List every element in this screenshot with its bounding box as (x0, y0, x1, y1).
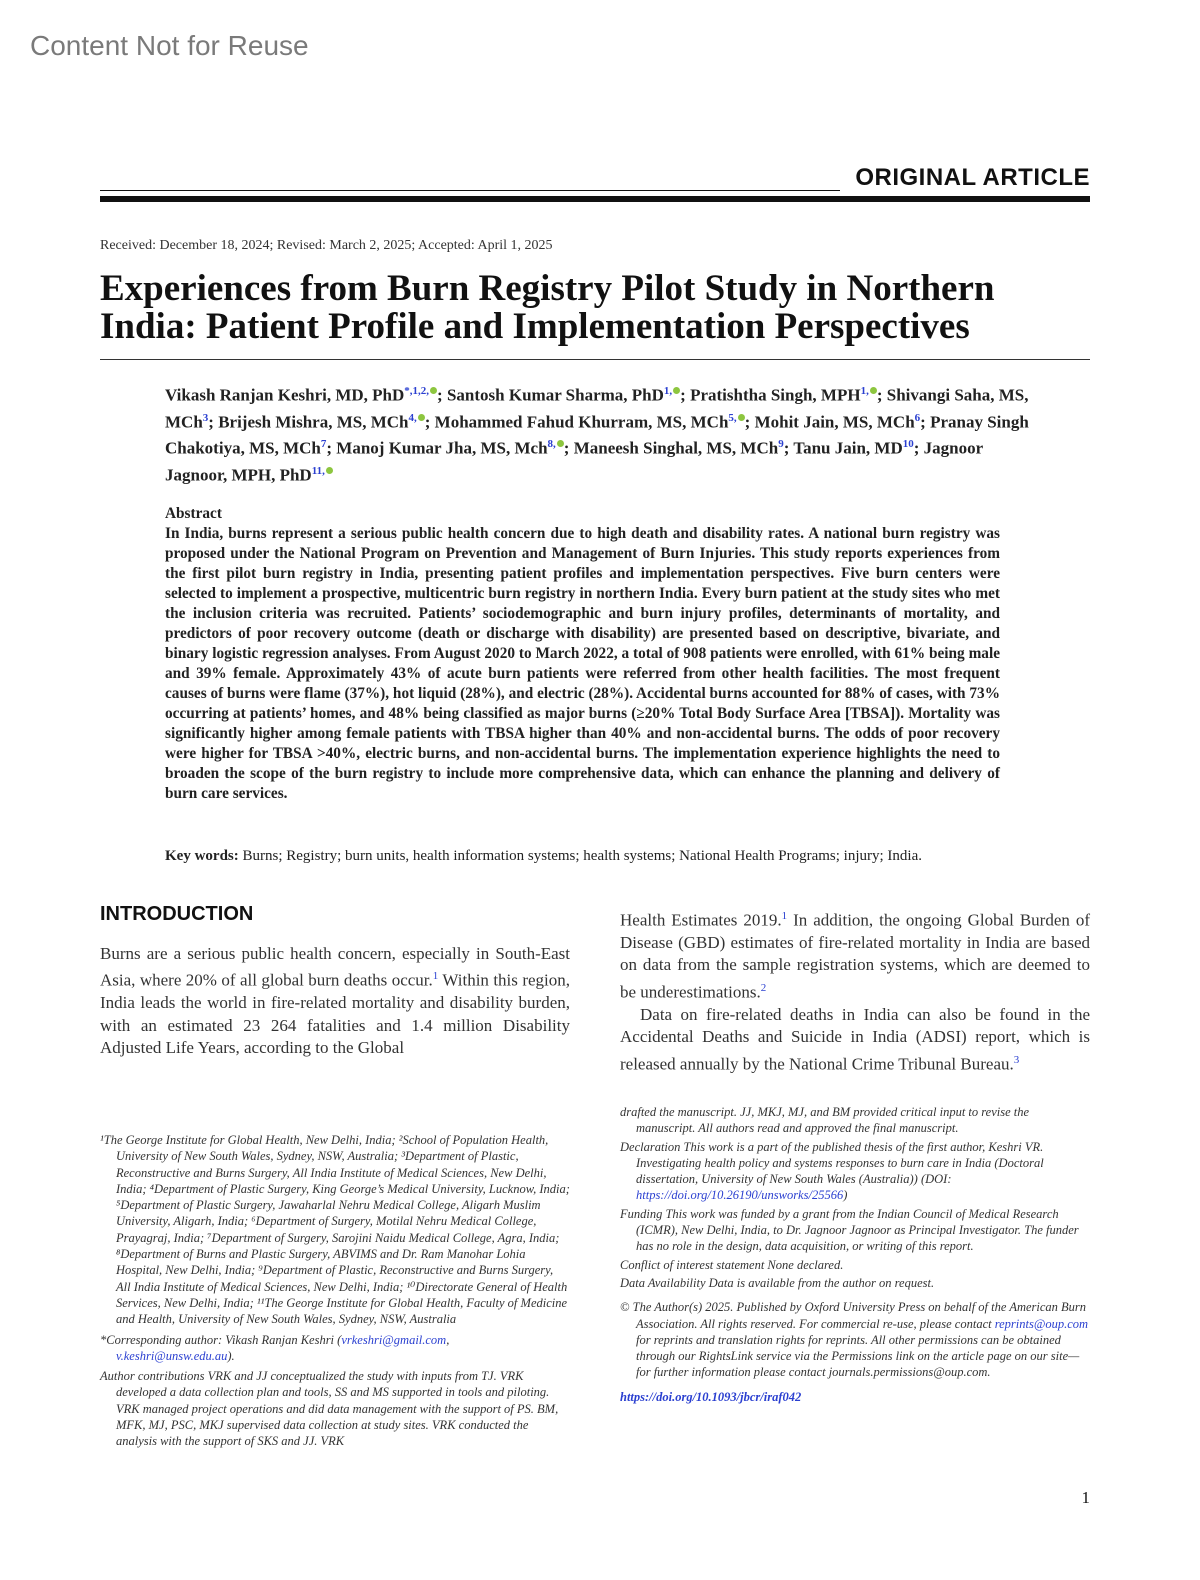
orcid-icon[interactable] (418, 414, 425, 421)
abstract-body: In India, burns represent a serious public health concern due to high death and disability rates. A national burn registry was proposed under the National Program on Prevention and Management of Burn Injuries. This study reports experiences from the first pilot burn registry in India, presenting patient profiles and implementation perspectives. Five burn centers were selected to implement a prospective, multicentric burn registry in northern India. Every burn patient at the study sites who met the inclusion criteria was recruited. Patients’ sociodemographic and burn injury profiles, determinants of mortality, and predictors of poor recovery outcome (death or discharge with disability) are presented based on descriptive, bivariate, and binary logistic regression analyses. From August 2020 to March 2022, a total of 908 patients were enrolled, with 61% being male and 39% female. Approximately 43% of acute burn patients were referred from other health facilities. The most frequent causes of burns were flame (37%), hot liquid (28%), and electric (28%). Accidental burns accounted for 88% of cases, with 73% occurring at patients’ homes, and 48% being classified as major burns (≥20% Total Body Surface Area [TBSA]). Mortality was significantly higher among female patients with TBSA higher than 40% and non-accidental burns. The odds of poor recovery were higher for TBSA >40%, electric burns, and non-accidental burns. The implementation experience highlights the need to broaden the scope of the burn registry to include more comprehensive data, which can enhance the planning and delivery of burn care services. (165, 525, 1000, 802)
author-name: Tanu Jain, MD (793, 438, 903, 458)
author-name: Pranay Singh Chakotiya, MS, MCh (165, 412, 1029, 458)
orcid-icon[interactable] (738, 414, 745, 421)
intro-paragraph-2: Data on fire-related deaths in India can also be found in the Accidental Deaths and Suicide in India (ADSI) report, which is released annually by the National Crime Tribunal Bureau.$^3$ (620, 1004, 1090, 1074)
author-affiliation-marker[interactable]: 11, (311, 464, 325, 477)
body-column-right (620, 905, 1090, 1076)
introduction-heading: INTRODUCTION (100, 903, 254, 925)
reprints-email-link[interactable]: reprints@oup.com (994, 1316, 1089, 1331)
author-affiliation-marker[interactable]: 3 (202, 411, 209, 424)
author-name: Jagnoor Jagnoor, MPH, PhD (165, 438, 983, 485)
author-name: Brijesh Mishra, MS, MCh (218, 412, 409, 432)
copyright-footnote: © The Author(s) 2025. Published by Oxford University Press on behalf of the American Burn Association. All rights reserved. For commercial re-use, please contact reprints@oup.com for reprints and translation rights for reprints. All other permissions can be obtained through our RightsLink service via the Permissions link on the article page on our site—for further information please contact journals.permissions@oup.com. (620, 1300, 1089, 1380)
author-name: Mohammed Fahud Khurram, MS, MCh (434, 412, 729, 432)
footnotes-right (620, 1104, 1090, 1407)
keywords-label: Key words: (165, 848, 239, 864)
author-separator: ; (680, 385, 691, 405)
body-column-left (100, 943, 570, 1060)
author-contributions-cont: drafted the manuscript. JJ, MKJ, MJ, and BM provided critical input to revise the manuscript. All authors read and approved the final manuscript. (620, 1105, 1030, 1136)
data-availability-footnote: Data Availability Data is available from the author on request. (620, 1275, 935, 1290)
article-title: Experiences from Burn Registry Pilot Study in Northern India: Patient Profile and Implementation Perspectives (100, 268, 995, 347)
author-separator: ; (744, 412, 755, 432)
author-separator: ; (913, 438, 924, 458)
conflict-footnote: Conflict of interest statement None declared. (620, 1257, 844, 1272)
abstract (165, 504, 1000, 804)
author-affiliation-marker[interactable]: 5, (728, 411, 737, 424)
author-affiliation-marker[interactable]: 6 (914, 411, 921, 424)
header-rule-thick (100, 196, 1090, 202)
intro-paragraph-1: Burns are a serious public health concern, especially in South-East Asia, where 20% of all global burn deaths occur.$^1$ Within this region, India leads the world in fire-related mortality and disability burden, with an estimated 23 264 fatalities and 1.4 million Disability Adjusted Life Years, according to the Global (100, 944, 570, 1058)
citation-link[interactable]: 1 (432, 970, 439, 983)
orcid-icon[interactable] (430, 387, 437, 394)
author-name: Mohit Jain, MS, MCh (754, 412, 915, 432)
citation-link[interactable]: 2 (760, 981, 767, 994)
email-link[interactable]: v.keshri@unsw.edu.au (116, 1348, 228, 1363)
author-affiliation-marker[interactable]: 10 (902, 438, 914, 451)
author-name: Shivangi Saha, MS, MCh (165, 385, 1029, 432)
abstract-heading: Abstract (165, 505, 222, 522)
author-affiliation-marker[interactable]: 9 (778, 438, 784, 451)
author-separator: ; (326, 438, 337, 458)
author-affiliation-marker[interactable]: 1, (860, 385, 869, 397)
author-affiliation-marker[interactable]: *,1,2, (404, 385, 430, 397)
keywords-text: Burns; Registry; burn units, health information systems; health systems; National Health Programs; injury; India. (242, 848, 922, 864)
author-name: Maneesh Singhal, MS, MCh (573, 438, 779, 458)
author-separator: ; (437, 385, 447, 405)
author-separator: ; (563, 438, 574, 458)
author-list (165, 380, 1045, 487)
author-name: Pratishtha Singh, MPH (690, 385, 861, 405)
article-doi-link[interactable]: https://doi.org/10.1093/jbcr/iraf042 (620, 1389, 802, 1404)
author-contributions-footnote: Author contributions VRK and JJ conceptualized the study with inputs from TJ. VRK developed a data collection plan and tools, SS and MS supported in tools and piloting. VRK managed project operations and did data management with the support of PS. BM, MFK, MJ, PSC, MKJ supervised data collection at study sites. VRK conducted the analysis with the support of SKS and JJ. VRK (100, 1369, 559, 1449)
title-rule (100, 359, 1090, 360)
author-affiliation-marker[interactable]: 1, (663, 385, 673, 397)
author-name: Vikash Ranjan Keshri, MD, PhD (165, 385, 405, 405)
citation-link[interactable]: 1 (781, 910, 788, 922)
author-separator: ; (876, 385, 887, 405)
orcid-icon[interactable] (557, 440, 564, 447)
article-dates: Received: December 18, 2024; Revised: March 2, 2025; Accepted: April 1, 2025 (100, 238, 553, 253)
author-name: Manoj Kumar Jha, MS, Mch (336, 438, 548, 458)
author-affiliation-marker[interactable]: 7 (320, 438, 327, 451)
author-separator: ; (920, 412, 931, 432)
author-separator: ; (783, 438, 794, 458)
header-rule-thin (100, 190, 840, 191)
author-affiliation-marker[interactable]: 4, (408, 411, 417, 424)
orcid-icon[interactable] (326, 467, 333, 474)
author-separator: ; (208, 412, 219, 432)
author-separator: ; (424, 412, 435, 432)
thesis-doi-link[interactable]: https://doi.org/10.26190/unsworks/25566 (636, 1188, 844, 1203)
article-type-label: ORIGINAL ARTICLE (855, 164, 1090, 191)
declaration-footnote: Declaration This work is a part of the published thesis of the first author, Keshri VR. Investigating health policy and systems responses to burn care in India (Doctoral dissertation, University of New South Wales (Australia)) (DOI: https://doi.org/10.26190/unsworks/25566) (620, 1139, 1044, 1203)
author-name: Santosh Kumar Sharma, PhD (446, 385, 664, 405)
author-affiliation-marker[interactable]: 8, (547, 438, 556, 451)
keywords (165, 848, 1065, 865)
email-link[interactable]: vrkeshri@gmail.com (341, 1332, 447, 1347)
article-doi (620, 1389, 1090, 1405)
watermark: Content Not for Reuse (30, 30, 309, 61)
citation-link[interactable]: 3 (1013, 1053, 1020, 1066)
intro-paragraph-1-cont: Health Estimates 2019.$^1$ In addition, the ongoing Global Burden of Disease (GBD) estimates of fire-related mortality in India are based on data from the sample registration systems, which are deemed to be underestimations.$^2$ (620, 910, 1090, 1002)
affiliations-footnote: ¹The George Institute for Global Health, New Delhi, India; ²School of Population Health, University of New South Wales, Sydney, NSW, Australia; ³Department of Plastic, Reconstructive and Burns Surgery, All India Institute of Medical Sciences, New Delhi, India; ⁴Department of Plastic Surgery, King George’s Medical University, Lucknow, India; ⁵Department of Plastic Surgery, Jawaharlal Nehru Medical College, Aligarh Muslim University, Aligarh, India; ⁶Department of Surgery, Motilal Nehru Medical College, Prayagraj, India; ⁷Department of Surgery, Sarojini Naidu Medical College, Agra, India; ⁸Department of Burns and Plastic Surgery, ABVIMS and Dr. Ram Manohar Lohia Hospital, New Delhi, India; ⁹Department of Plastic, Reconstructive and Burns Surgery, All India Institute of Medical Sciences, New Delhi, India; ¹⁰Directorate General of Health Services, New Delhi, India; ¹¹The George Institute for Global Health, Faculty of Medicine and Health, University of New South Wales, Sydney, NSW, Australia (100, 1133, 570, 1327)
funding-footnote: Funding This work was funded by a grant from the Indian Council of Medical Research (ICMR), New Delhi, India, to Dr. Jagnoor Jagnoor as Principal Investigator. The funder has no role in the design, data acquisition, or writing of this report. (620, 1206, 1079, 1254)
page-number: 1 (1081, 1488, 1090, 1507)
corresponding-author-footnote: *Corresponding author: Vikash Ranjan Keshri (vrkeshri@gmail.com, v.keshri@unsw.edu.au). (100, 1332, 450, 1363)
footnotes-left (100, 1132, 570, 1452)
orcid-icon[interactable] (870, 387, 877, 394)
